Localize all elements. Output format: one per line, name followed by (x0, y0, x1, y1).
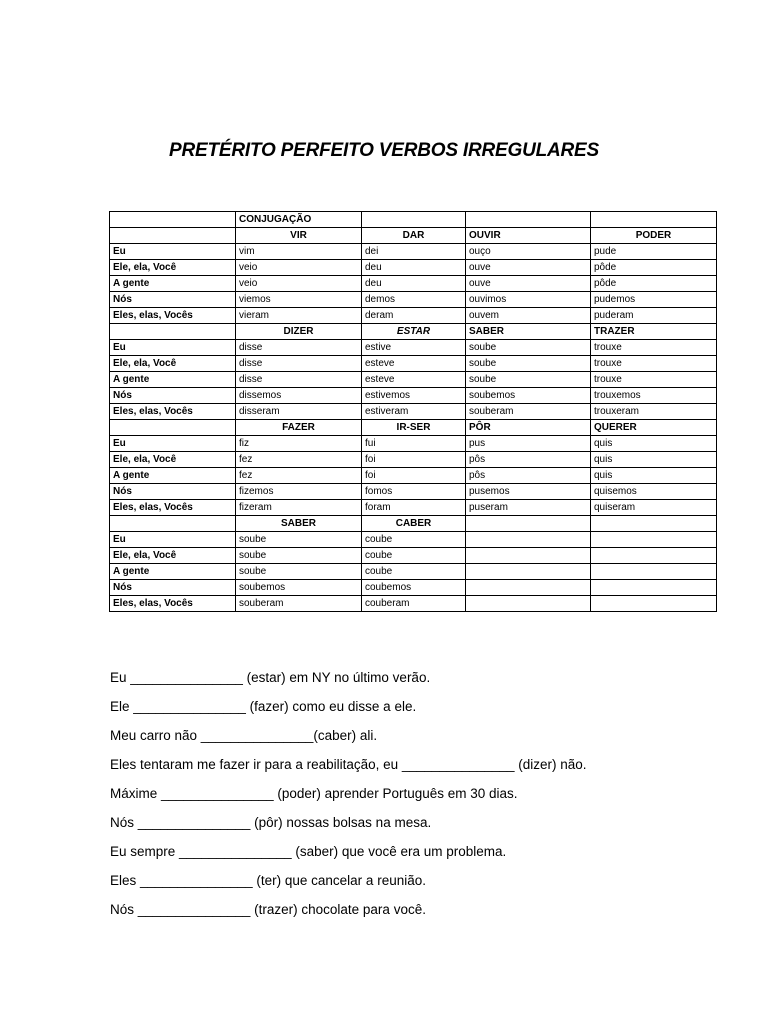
conjugation-cell: fui (362, 436, 466, 452)
conjugation-cell: fez (236, 452, 362, 468)
conjugation-cell: vieram (236, 308, 362, 324)
verb-header-row (110, 516, 717, 532)
conjugation-row (110, 532, 717, 548)
exercise-sentence: Ele _______________ (fazer) como eu disse a ele. (110, 699, 417, 714)
conjugation-cell: quisemos (591, 484, 717, 500)
conjugation-row (110, 308, 717, 324)
conjugation-cell: trouxe (591, 340, 717, 356)
conjugation-cell: soube (466, 372, 591, 388)
conjugation-cell: pus (466, 436, 591, 452)
conjugation-row (110, 244, 717, 260)
conjugation-cell: soubemos (466, 388, 591, 404)
conjugation-cell: estiveram (362, 404, 466, 420)
conjugation-cell: pôde (591, 260, 717, 276)
conjugation-cell: coube (362, 548, 466, 564)
empty-cell (110, 324, 236, 340)
empty-cell (110, 228, 236, 244)
verb-header: PODER (591, 228, 717, 244)
conjugation-cell: quis (591, 452, 717, 468)
conjugation-row (110, 436, 717, 452)
conjugation-row (110, 276, 717, 292)
empty-cell (110, 212, 236, 228)
conjugation-cell: deu (362, 260, 466, 276)
conjugation-cell (591, 532, 717, 548)
verb-header: CABER (362, 516, 466, 532)
conjugation-cell: soube (236, 532, 362, 548)
conjugation-cell: ouvimos (466, 292, 591, 308)
conjugacao-row (110, 212, 717, 228)
pronoun-label: Ele, ela, Você (110, 548, 236, 564)
conjugation-cell: quiseram (591, 500, 717, 516)
conjugation-row (110, 484, 717, 500)
conjugation-cell: disse (236, 356, 362, 372)
conjugation-cell: foi (362, 468, 466, 484)
conjugation-cell: veio (236, 276, 362, 292)
conjugation-cell: dissemos (236, 388, 362, 404)
conjugation-row (110, 372, 717, 388)
conjugation-cell (466, 596, 591, 612)
pronoun-label: Eles, elas, Vocês (110, 404, 236, 420)
verb-header: DAR (362, 228, 466, 244)
exercise-sentence: Eu sempre _______________ (saber) que você era um problema. (110, 844, 507, 859)
pronoun-label: Eu (110, 532, 236, 548)
conjugation-cell: puderam (591, 308, 717, 324)
page-title: PRETÉRITO PERFEITO VERBOS IRREGULARES (168, 140, 600, 161)
conjugation-cell: fizemos (236, 484, 362, 500)
conjugation-cell: disseram (236, 404, 362, 420)
conjugation-cell (466, 532, 591, 548)
verb-header: PÔR (466, 420, 591, 436)
verb-header: QUERER (591, 420, 717, 436)
pronoun-label: Nós (110, 580, 236, 596)
pronoun-label: Nós (110, 388, 236, 404)
exercise-list (110, 668, 730, 929)
conjugation-cell (591, 564, 717, 580)
conjugation-cell: coube (362, 564, 466, 580)
conjugation-cell (466, 548, 591, 564)
conjugation-cell: coube (362, 532, 466, 548)
conjugation-cell: trouxe (591, 372, 717, 388)
conjugation-cell: trouxeram (591, 404, 717, 420)
conjugation-row (110, 500, 717, 516)
conjugation-cell: quis (591, 468, 717, 484)
conjugation-cell: pôs (466, 452, 591, 468)
conjugation-cell: veio (236, 260, 362, 276)
pronoun-label: Eu (110, 244, 236, 260)
verb-header-row (110, 228, 717, 244)
conjugation-cell: esteve (362, 356, 466, 372)
conjugation-cell: pudemos (591, 292, 717, 308)
exercise-sentence: Eu _______________ (estar) em NY no último verão. (110, 670, 431, 685)
conjugation-cell: esteve (362, 372, 466, 388)
conjugation-cell: demos (362, 292, 466, 308)
conjugation-cell: quis (591, 436, 717, 452)
conjugation-cell: pude (591, 244, 717, 260)
conjugation-cell: soubemos (236, 580, 362, 596)
conjugation-cell: deram (362, 308, 466, 324)
empty-cell (466, 212, 591, 228)
conjugation-cell (466, 580, 591, 596)
conjugation-cell (591, 580, 717, 596)
conjugation-cell: ouve (466, 260, 591, 276)
conjugation-cell: soube (236, 564, 362, 580)
conjugation-cell (466, 564, 591, 580)
conjugation-cell: coubemos (362, 580, 466, 596)
conjugation-row (110, 580, 717, 596)
conjugation-table (109, 211, 717, 612)
pronoun-label: Eu (110, 340, 236, 356)
pronoun-label: A gente (110, 276, 236, 292)
empty-cell (110, 516, 236, 532)
conjugation-row (110, 548, 717, 564)
conjugation-cell: estivemos (362, 388, 466, 404)
conjugation-row (110, 260, 717, 276)
conjugation-row (110, 468, 717, 484)
exercise-sentence: Eles tentaram me fazer ir para a reabilitação, eu _______________ (dizer) não. (110, 757, 587, 772)
verb-header: VIR (236, 228, 362, 244)
empty-cell (591, 212, 717, 228)
conjugation-cell: soube (466, 356, 591, 372)
pronoun-label: A gente (110, 372, 236, 388)
conjugation-row (110, 340, 717, 356)
conjugation-cell: estive (362, 340, 466, 356)
conjugation-cell: fiz (236, 436, 362, 452)
conjugation-cell: foram (362, 500, 466, 516)
empty-cell (362, 212, 466, 228)
verb-header (466, 516, 591, 532)
conjugation-cell: trouxemos (591, 388, 717, 404)
conjugation-cell: foi (362, 452, 466, 468)
verb-header: OUVIR (466, 228, 591, 244)
pronoun-label: Ele, ela, Você (110, 356, 236, 372)
conjugation-cell: viemos (236, 292, 362, 308)
pronoun-label: Ele, ela, Você (110, 260, 236, 276)
verb-header-row (110, 324, 717, 340)
pronoun-label: Eles, elas, Vocês (110, 500, 236, 516)
conjugation-cell: souberam (466, 404, 591, 420)
exercise-sentence: Eles _______________ (ter) que cancelar a reunião. (110, 873, 426, 888)
conjugation-cell: disse (236, 372, 362, 388)
exercise-sentence: Máxime _______________ (poder) aprender Português em 30 dias. (110, 786, 518, 801)
exercise-sentence: Meu carro não _______________(caber) ali. (110, 728, 378, 743)
conjugation-row (110, 596, 717, 612)
exercise-sentence: Nós _______________ (trazer) chocolate para você. (110, 902, 426, 917)
verb-header-row (110, 420, 717, 436)
pronoun-label: Nós (110, 484, 236, 500)
verb-header: SABER (236, 516, 362, 532)
verb-header: DIZER (236, 324, 362, 340)
pronoun-label: Nós (110, 292, 236, 308)
conjugation-row (110, 452, 717, 468)
pronoun-label: Ele, ela, Você (110, 452, 236, 468)
exercise-sentence: Nós _______________ (pôr) nossas bolsas na mesa. (110, 815, 432, 830)
conjugation-cell: fomos (362, 484, 466, 500)
conjugation-cell: pôs (466, 468, 591, 484)
conjugation-cell: ouve (466, 276, 591, 292)
conjugation-cell: pusemos (466, 484, 591, 500)
verb-header (591, 516, 717, 532)
conjugation-cell: deu (362, 276, 466, 292)
pronoun-label: Eles, elas, Vocês (110, 596, 236, 612)
conjugation-cell: soube (466, 340, 591, 356)
conjugation-cell (591, 548, 717, 564)
pronoun-label: Eles, elas, Vocês (110, 308, 236, 324)
conjugation-row (110, 388, 717, 404)
conjugation-cell: disse (236, 340, 362, 356)
conjugation-row (110, 404, 717, 420)
conjugation-cell: soube (236, 548, 362, 564)
conjugation-cell: pôde (591, 276, 717, 292)
verb-header: FAZER (236, 420, 362, 436)
pronoun-label: A gente (110, 468, 236, 484)
conjugation-cell: trouxe (591, 356, 717, 372)
conjugation-cell: vim (236, 244, 362, 260)
verb-header: IR-SER (362, 420, 466, 436)
conjugation-cell: fizeram (236, 500, 362, 516)
conjugation-cell: couberam (362, 596, 466, 612)
verb-header: TRAZER (591, 324, 717, 340)
verb-header: ESTAR (362, 324, 466, 340)
conjugation-row (110, 564, 717, 580)
conjugation-cell: fez (236, 468, 362, 484)
conjugacao-label: CONJUGAÇÃO (236, 212, 362, 228)
conjugation-cell: ouvem (466, 308, 591, 324)
conjugation-cell: ouço (466, 244, 591, 260)
conjugation-cell: souberam (236, 596, 362, 612)
empty-cell (110, 420, 236, 436)
pronoun-label: Eu (110, 436, 236, 452)
conjugation-cell: puseram (466, 500, 591, 516)
pronoun-label: A gente (110, 564, 236, 580)
conjugation-cell (591, 596, 717, 612)
verb-header: SABER (466, 324, 591, 340)
conjugation-row (110, 356, 717, 372)
conjugation-row (110, 292, 717, 308)
conjugation-cell: dei (362, 244, 466, 260)
